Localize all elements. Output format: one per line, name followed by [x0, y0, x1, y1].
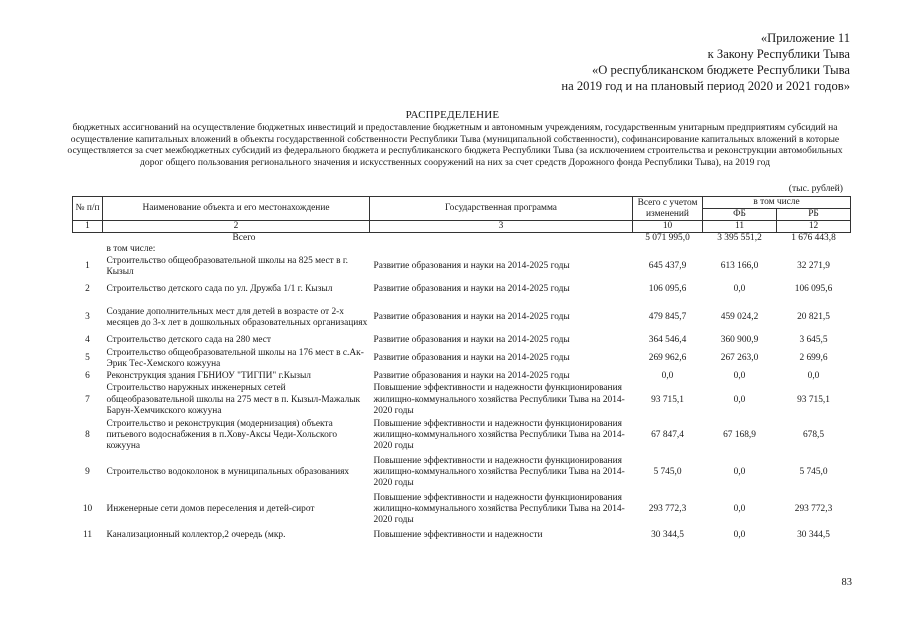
row-total: 5 745,0	[653, 467, 682, 478]
row-program: Развитие образования и науки на 2014-2025 годы	[373, 312, 570, 323]
row-num: 8	[85, 430, 90, 441]
row-program: Повышение эффективности и надежности функционирования жилищно-коммунального хозяйства Республики Тыва на 2014-2020 годы	[373, 455, 625, 489]
table-row	[73, 454, 851, 491]
annex-line-3: «О республиканском бюджете Республики Тыва	[592, 63, 850, 77]
row-rb: 32 271,9	[797, 261, 830, 272]
table-row	[73, 417, 851, 454]
table-row	[73, 255, 851, 278]
row-fb: 0,0	[733, 529, 746, 540]
row-num: 3	[85, 312, 90, 323]
row-total: 645 437,9	[648, 261, 687, 272]
row-fb: 613 166,0	[720, 261, 759, 272]
row-program: Развитие образования и науки на 2014-2025 годы	[373, 284, 570, 295]
annex-line-2: к Закону Республики Тыва	[707, 47, 850, 61]
colnum-10: 10	[633, 221, 703, 233]
row-num: 6	[85, 371, 90, 382]
row-total: 30 344,5	[651, 529, 684, 540]
row-total: 479 845,7	[648, 312, 687, 323]
row-rb: 5 745,0	[799, 467, 828, 478]
units-label: (тыс. рублей)	[788, 183, 843, 194]
table-row	[73, 491, 851, 528]
row-fb: 67 168,9	[723, 430, 756, 441]
row-fb: 360 900,9	[720, 335, 759, 346]
row-total: 67 847,4	[651, 430, 684, 441]
total-sum: 5 071 995,0	[645, 232, 690, 243]
table-row	[73, 347, 851, 370]
row-fb: 0,0	[733, 371, 746, 382]
row-rb: 20 821,5	[797, 312, 830, 323]
incl-row	[73, 244, 851, 255]
header-num: № п/п	[73, 197, 103, 221]
row-fb: 267 263,0	[720, 353, 759, 364]
row-object-name: Канализационный коллектор,2 очередь (мкр.	[106, 529, 286, 540]
header-program: Государственная программа	[370, 197, 633, 221]
row-total: 106 095,6	[648, 284, 687, 295]
header-fb: ФБ	[703, 209, 777, 221]
row-object-name: Строительство наружных инженерных сетей общеобразовательной школы на 275 мест в п. Кызыл-Мажалык Барун-Хемчикского кожууна	[106, 383, 361, 416]
table-row	[73, 278, 851, 301]
row-object-name: Строительство детского сада по ул. Дружба 1/1 г. Кызыл	[106, 284, 333, 295]
header-rb: РБ	[777, 209, 851, 221]
row-num: 7	[85, 394, 90, 405]
row-total: 93 715,1	[651, 394, 684, 405]
row-rb: 2 699,6	[799, 353, 828, 364]
colnum-2: 2	[103, 221, 370, 233]
row-object-name: Строительство и реконструкция (модернизация) объекта питьевого водоснабжения в п.Хову-Аксы Чеди-Хольского кожууна	[106, 418, 338, 452]
total-row	[73, 232, 851, 244]
row-num: 2	[85, 284, 90, 295]
row-program: Развитие образования и науки на 2014-2025 годы	[373, 353, 570, 364]
document-subtitle: бюджетных ассигнований на осуществление бюджетных инвестиций и предоставление бюджетным и автономным учреждениям, государственным унитарным предприятиям субсидий на осуществление капитальных вложений в объекты государственной собственности Республики Тыва (муниципальной собственности), софинансирование капитальных вложений в которые осуществляется за счет межбюджетных субсидий из федерального бюджета и республиканского бюджета Республики Тыва (за исключением строительства и реконструкции автомобильных дорог общего пользования регионального значения и искусственных сооружений на них за счет средств Дорожного фонда Республики Тыва), на 2019 год	[67, 122, 843, 168]
row-program: Повышение эффективности и надежности функционирования жилищно-коммунального хозяйства Республики Тыва на 2014-2020 годы	[373, 418, 625, 452]
table-row	[73, 528, 851, 542]
row-object-name: Строительство детского сада на 280 мест	[106, 335, 272, 346]
colnum-3: 3	[370, 221, 633, 233]
row-rb: 30 344,5	[797, 529, 830, 540]
row-fb: 0,0	[733, 467, 746, 478]
row-num: 5	[85, 353, 90, 364]
header-incl: в том числе	[703, 197, 851, 209]
total-rb: 1 676 443,8	[791, 232, 836, 243]
annex-line-4: на 2019 год и на плановый период 2020 и 2021 годов»	[561, 79, 850, 93]
row-object-name: Реконструкция здания ГБНИОУ "ТИГПИ" г.Кызыл	[106, 371, 311, 382]
colnum-1: 1	[73, 221, 103, 233]
row-total: 293 772,3	[648, 504, 687, 515]
row-rb: 0,0	[807, 371, 820, 382]
table-row	[73, 370, 851, 383]
row-total: 364 546,4	[648, 335, 687, 346]
table-row	[73, 301, 851, 334]
colnum-11: 11	[703, 221, 777, 233]
row-total: 0,0	[661, 371, 674, 382]
row-rb: 93 715,1	[797, 394, 830, 405]
table-row	[73, 383, 851, 417]
row-fb: 0,0	[733, 284, 746, 295]
row-rb: 106 095,6	[794, 284, 833, 295]
row-object-name: Создание дополнительных мест для детей в возрасте от 2-х месяцев до 3-х лет в дошкольных образовательных организациях	[106, 306, 368, 328]
colnum-12: 12	[777, 221, 851, 233]
total-fb: 3 395 551,2	[717, 232, 762, 243]
header-name: Наименование объекта и его местонахождение	[103, 197, 370, 221]
row-num: 10	[82, 504, 93, 515]
row-program: Развитие образования и науки на 2014-2025 годы	[373, 261, 570, 272]
row-program: Развитие образования и науки на 2014-2025 годы	[373, 335, 570, 346]
row-num: 9	[85, 467, 90, 478]
row-object-name: Инженерные сети домов переселения и детей-сирот	[106, 504, 315, 515]
row-object-name: Строительство водоколонок в муниципальных образованиях	[106, 467, 350, 478]
table-row	[73, 334, 851, 347]
row-num: 4	[85, 335, 90, 346]
row-program: Повышение эффективности и надежности функционирования жилищно-коммунального хозяйства Республики Тыва на 2014-2020 годы	[373, 492, 625, 526]
total-label: Всего	[232, 232, 256, 243]
row-fb: 0,0	[733, 504, 746, 515]
row-total: 269 962,6	[648, 353, 687, 364]
allocation-table	[72, 196, 851, 542]
page-number: 83	[841, 577, 852, 588]
row-program: Развитие образования и науки на 2014-2025 годы	[373, 371, 570, 382]
row-program: Повышение эффективности и надежности функционирования жилищно-коммунального хозяйства Республики Тыва на 2014-2020 годы	[373, 383, 625, 416]
row-rb: 678,5	[802, 430, 825, 441]
row-num: 11	[82, 529, 93, 540]
row-fb: 459 024,2	[720, 312, 759, 323]
annex-header	[561, 30, 850, 94]
row-program: Повышение эффективности и надежности	[373, 529, 543, 540]
row-fb: 0,0	[733, 394, 746, 405]
header-total: Всего с учетом изменений	[633, 197, 703, 221]
row-object-name: Строительство общеобразовательной школы на 176 мест в с.Ак-Эрик Тес-Хемского кожууна	[106, 347, 364, 369]
incl-label: в том числе:	[106, 244, 156, 254]
row-rb: 3 645,5	[799, 335, 828, 346]
row-object-name: Строительство общеобразовательной школы на 825 мест в г. Кызыл	[106, 255, 349, 277]
document-title: РАСПРЕДЕЛЕНИЕ	[405, 109, 500, 121]
annex-line-1: «Приложение 11	[760, 31, 850, 45]
row-rb: 293 772,3	[794, 504, 833, 515]
row-num: 1	[85, 261, 90, 272]
